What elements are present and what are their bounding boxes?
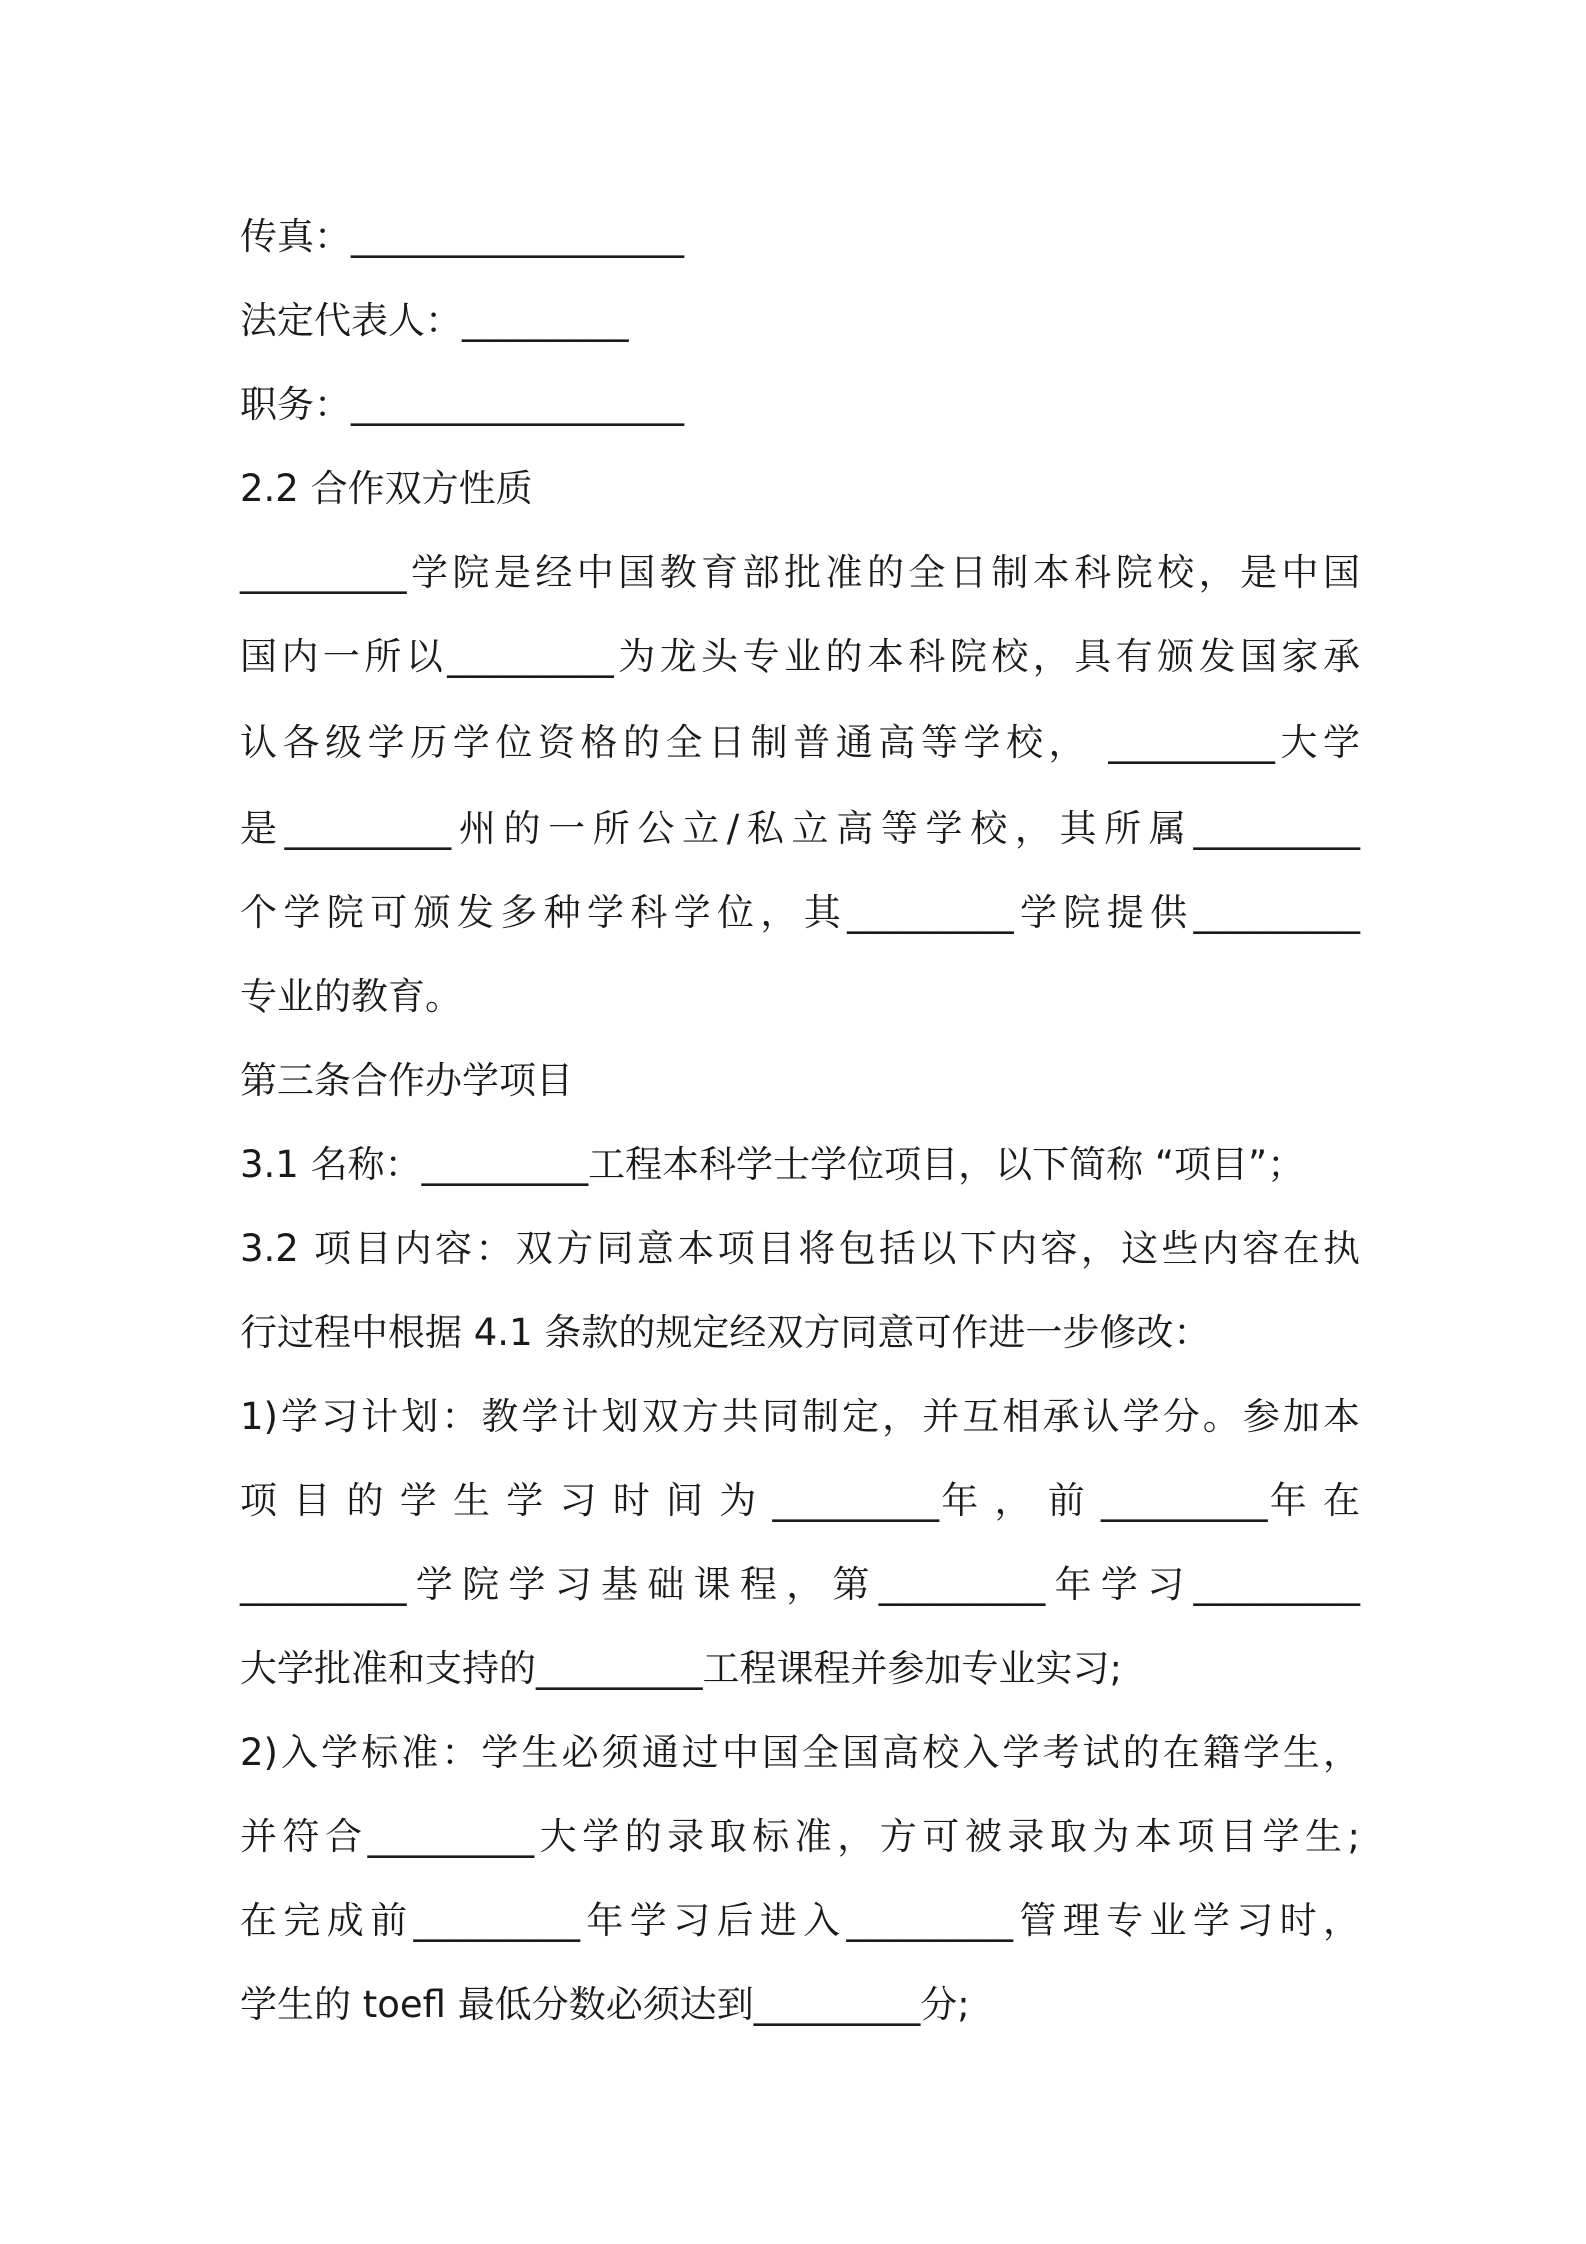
fax-line: 传真：__________________ [240,215,684,258]
study-plan-line: 大学批准和支持的_________工程课程并参加专业实习; [240,1647,1122,1690]
study-plan-line: _________学院学习基础课程，第_________年学习_________ [240,1563,1360,1606]
paragraph-line: 国内一所以_________为龙头专业的本科院校，具有颁发国家承 [240,635,1360,678]
paragraph-line: 是_________州的一所公立/私立高等学校，其所属_________ [240,807,1360,850]
study-plan-line: 项 目 的 学 生 学 习 时 间 为 _________年 ， 前 _________年 在 [240,1479,1360,1522]
paragraph-line: 专业的教育。 [240,975,462,1018]
admission-line: 并符合_________大学的录取标准，方可被录取为本项目学生; [240,1815,1360,1858]
clause-3-1: 3.1 名称：_________工程本科学士学位项目，以下简称 “项目”； [240,1143,1305,1186]
admission-line: 在完成前_________年学习后进入_________管理专业学习时， [240,1899,1360,1942]
document-body [240,195,1360,2047]
paragraph-line: _________学院是经中国教育部批准的全日制本科院校，是中国 [240,551,1360,594]
section-heading-2-2: 2.2 合作双方性质 [240,467,533,510]
clause-3-2-line: 行过程中根据 4.1 条款的规定经双方同意可作进一步修改： [240,1311,1211,1354]
paragraph-line: 认各级学历学位资格的全日制普通高等学校， _________大学 [240,721,1360,764]
study-plan-line: 1)学习计划：教学计划双方共同制定，并互相承认学分。参加本 [240,1395,1360,1438]
admission-line: 2)入学标准：学生必须通过中国全国高校入学考试的在籍学生， [240,1731,1360,1774]
legal-representative-line: 法定代表人：_________ [240,299,629,342]
article-heading-3: 第三条合作办学项目 [240,1059,573,1102]
admission-line: 学生的 toefl 最低分数必须达到_________分; [240,1983,970,2026]
paragraph-line: 个学院可颁发多种学科学位，其_________学院提供_________ [240,891,1360,934]
clause-3-2-line: 3.2 项目内容：双方同意本项目将包括以下内容，这些内容在执 [240,1227,1360,1270]
position-line: 职务：__________________ [240,383,684,426]
